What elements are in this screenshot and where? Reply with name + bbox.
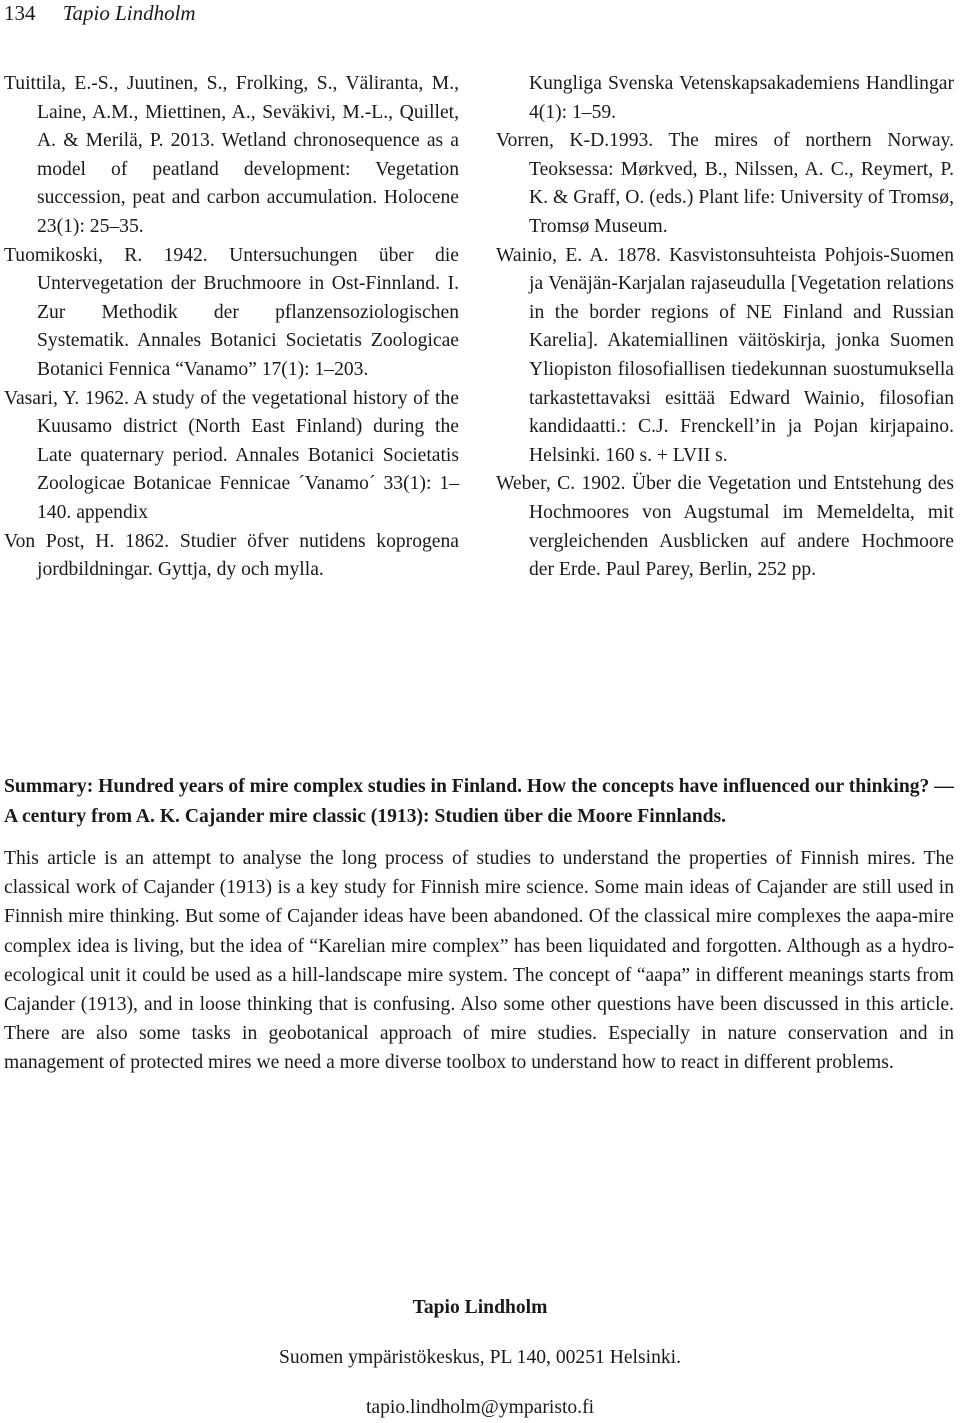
page-number: 134 — [4, 1, 36, 25]
author-block — [0, 1293, 960, 1423]
references-right-column — [496, 70, 954, 585]
author-email: tapio.lindholm@ymparisto.fi — [365, 1397, 595, 1418]
page-header — [4, 0, 196, 26]
running-title: Tapio Lindholm — [62, 1, 196, 25]
reference-entry: Tuittila, E.-S., Juutinen, S., Frolking, S., Väliranta, M., Laine, A.M., Miettinen, A., Seväkivi, M.-L., Quillet, A. & Merilä, P. 2013. Wetland chronosequence as a model of peatland development: Vegetation succession, peat and carbon accumulation. Holocene 23(1): 25–35. — [4, 73, 459, 237]
author-name: Tapio Lindholm — [412, 1297, 548, 1318]
author-affiliation: Suomen ympäristökeskus, PL 140, 00251 Helsinki. — [278, 1347, 682, 1368]
reference-entry: Wainio, E. A. 1878. Kasvistonsuhteista Pohjois-Suomen ja Venäjän-Karjalan rajaseudulla [Vegetation relations in the border regions of NE Finland and Russian Karelia]. Akatemiallinen väitöskirja, jonka Suomen Yliopiston filosofiallisen tiedekunnan suostumuksella tarkastettavaksi esittää Edward Wainio, filosofian kandidaatti.: C.J. Frenckell’in ja Pojan kirjapaino. Helsinki. 160 s. + LVII s. — [496, 244, 954, 466]
reference-entry: Vorren, K-D.1993. The mires of northern Norway. Teoksessa: Mørkved, B., Nilssen, A. C., Reymert, P. K. & Graff, O. (eds.) Plant life: University of Tromsø, Tromsø Museum. — [496, 130, 954, 237]
summary-body: This article is an attempt to analyse the long process of studies to understand the properties of Finnish mires. The classical work of Cajander (1913) is a key study for Finnish mire science. Some main ideas of Cajander are still used in Finnish mire thinking. But some of Cajander ideas have been abandoned. Of the classical mire complexes the aapa-mire complex idea is living, but the idea of “Karelian mire complex” has been liquidated and forgotten. Although as a hydro-ecological unit it could be used as a hill-landscape mire system. The concept of “aapa” in different meanings starts from Cajander (1913), and in loose thinking that is confusing. Also some other questions have been discussed in this article. There are also some tasks in geobotanical approach of mire studies. Especially in nature conservation and in management of protected mires we need a more diverse toolbox to understand how to react in different problems. — [4, 848, 954, 1074]
reference-entry: Tuomikoski, R. 1942. Untersuchungen über die Untervegetation der Bruchmoore in Ost-Finnland. I. Zur Methodik der pflanzensoziologischen Systematik. Annales Botanici Societatis Zoologicae Botanici Fennica “Vanamo” 17(1): 1–203. — [4, 244, 459, 380]
summary-title: Summary: Hundred years of mire complex studies in Finland. How the concepts have influenced our thinking? — A century from A. K. Cajander mire classic (1913): Studien über die Moore Finnlands. — [4, 776, 954, 827]
reference-entry: Von Post, H. 1862. Studier öfver nutidens koprogena jordbildningar. Gyttja, dy och mylla. — [4, 530, 459, 581]
reference-entry-continuation: Kungliga Svenska Vetenskapsakademiens Handlingar 4(1): 1–59. — [529, 73, 954, 123]
summary-section — [4, 772, 954, 1078]
reference-entry: Vasari, Y. 1962. A study of the vegetational history of the Kuusamo district (North East Finland) during the Late quaternary period. Annales Botanici Societatis Zoologicae Botanicae Fennicae ´Vanamo´ 33(1): 1–140. appendix — [4, 387, 459, 523]
references-left-column — [4, 70, 459, 585]
reference-entry: Weber, C. 1902. Über die Vegetation und Entstehung des Hochmoores von Augstumal im Memeldelta, mit vergleichenden Ausblicken auf andere Hochmoore der Erde. Paul Parey, Berlin, 252 pp. — [496, 473, 954, 581]
